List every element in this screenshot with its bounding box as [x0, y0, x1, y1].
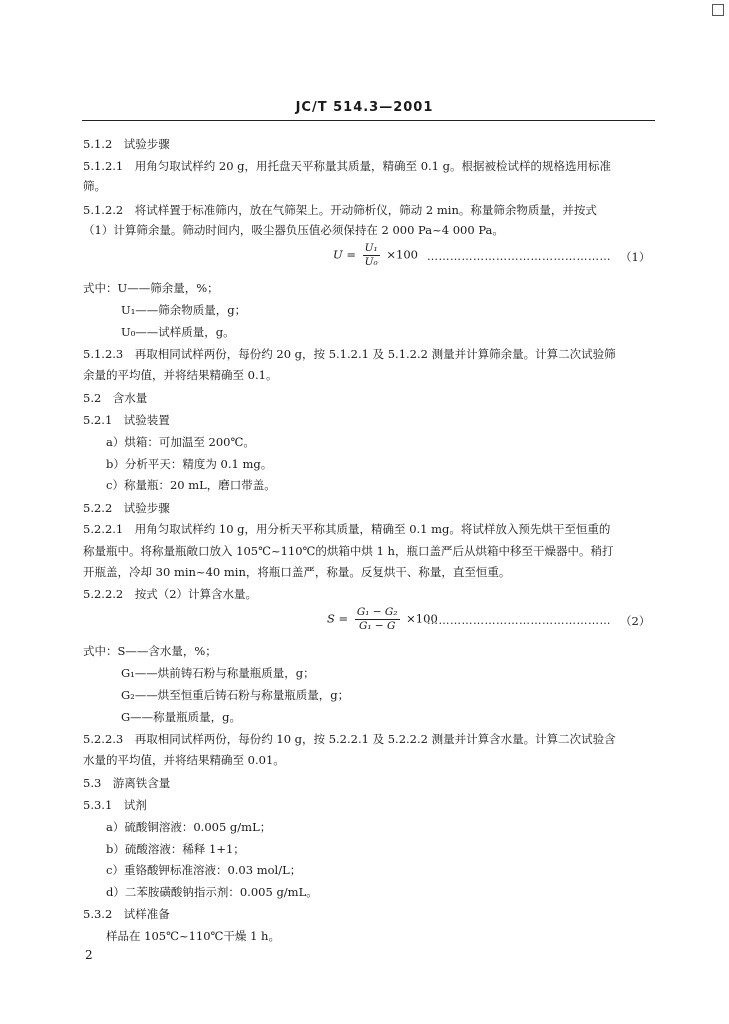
- section-heading: 5.3.1 试剂: [83, 798, 147, 812]
- section-heading: 5.2.1 试验装置: [83, 413, 170, 427]
- formula-1-fraction: [363, 242, 380, 269]
- paragraph-line: 5.1.2.1 用角匀取试样约 20 g，用托盘天平称量其质量，精确至 0.1 g。根据被检试样的规格选用标准: [83, 159, 611, 173]
- paragraph-line: 水量的平均值，并将结果精确至 0.01。: [83, 753, 285, 767]
- formula-1-equals: =: [346, 247, 356, 262]
- paragraph-line: 5.2.2.3 再取相同试样两份，每份约 10 g，按 5.2.2.1 及 5.2.2.2 测量并计算含水量。计算二次试验含: [83, 732, 616, 746]
- formula-2-tail: ×100: [406, 611, 438, 626]
- header-rule: [82, 120, 655, 121]
- scan-corner-mark: [712, 4, 724, 16]
- paragraph-line: （1）计算筛余量。筛动时间内，吸尘器负压值必须保持在 2 000 Pa~4 000 Pa。: [83, 223, 504, 237]
- formula-1-denominator: U₀: [364, 256, 378, 268]
- paragraph-line: 筛。: [83, 179, 106, 193]
- list-item: c）重铬酸钾标准溶液：0.03 mol/L；: [106, 863, 302, 877]
- section-heading: 5.3.2 试样准备: [83, 907, 170, 921]
- standard-code-header: JC/T 514.3—2001: [295, 100, 434, 115]
- formula-1-number: （1）: [620, 250, 651, 264]
- where-clause: 式中：S——含水量，%；: [83, 644, 217, 658]
- where-clause-item: U₀——试样质量，g。: [121, 325, 235, 339]
- formula-1-tail: ×100: [386, 247, 418, 262]
- section-heading: 5.2.2 试验步骤: [83, 501, 170, 515]
- list-item: a）硫酸铜溶液：0.005 g/mL；: [106, 820, 272, 834]
- paragraph-line: 5.2.2.2 按式（2）计算含水量。: [83, 587, 258, 601]
- formula-1-numerator: U₁: [364, 242, 378, 254]
- paragraph-line: 5.2.2.1 用角匀取试样约 10 g，用分析天平称其质量，精确至 0.1 mg。将试样放入预先烘干至恒重的: [83, 522, 611, 536]
- formula-2-number: （2）: [620, 614, 651, 628]
- formula-1-leader: …………………………………………: [427, 250, 611, 263]
- list-item: b）分析平天：精度为 0.1 mg。: [106, 457, 273, 471]
- paragraph-line: 样品在 105℃~110℃干燥 1 h。: [106, 929, 280, 943]
- formula-2-equals: =: [338, 611, 349, 626]
- section-heading: 5.3 游离铁含量: [83, 776, 171, 790]
- list-item: b）硫酸溶液：稀释 1+1；: [106, 842, 245, 856]
- formula-2-fraction: [355, 606, 400, 633]
- where-clause-item: G——称量瓶质量，g。: [121, 710, 242, 724]
- list-item: c）称量瓶：20 mL，磨口带盖。: [106, 478, 276, 492]
- where-clause-item: U₁——筛余物质量，g；: [121, 303, 247, 317]
- list-item: a）烘箱：可加温至 200℃。: [106, 435, 255, 449]
- list-item: d）二苯胺磺酸钠指示剂：0.005 g/mL。: [106, 885, 318, 899]
- formula-1: [333, 242, 418, 269]
- where-clause-item: G₂——烘至恒重后铸石粉与称量瓶质量，g；: [121, 688, 350, 702]
- paragraph-line: 5.1.2.3 再取相同试样两份，每份约 20 g，按 5.1.2.1 及 5.1.2.2 测量并计算筛余量。计算二次试验筛: [83, 347, 616, 361]
- formula-2-numerator: G₁ − G₂: [356, 606, 398, 618]
- paragraph-line: 称量瓶中。将称量瓶敞口放入 105℃~110℃的烘箱中烘 1 h，瓶口盖严后从烘箱中移至干燥器中。稍打: [83, 544, 614, 558]
- paragraph-line: 余量的平均值，并将结果精确至 0.1。: [83, 368, 278, 382]
- section-heading: 5.2 含水量: [83, 391, 148, 405]
- paragraph-line: 开瓶盖，冷却 30 min~40 min，将瓶口盖严，称量。反复烘干、称量，直至恒重。: [83, 565, 511, 579]
- where-clause-item: G₁——烘前铸石粉与称量瓶质量，g；: [121, 666, 315, 680]
- formula-2-leader: …………………………………………: [427, 614, 611, 627]
- where-clause: 式中：U——筛余量，%；: [83, 281, 219, 295]
- formula-2: [327, 606, 438, 633]
- formula-2-lhs: S: [327, 611, 335, 626]
- page-number: 2: [85, 948, 93, 962]
- formula-1-lhs: U: [333, 247, 343, 262]
- paragraph-line: 5.1.2.2 将试样置于标准筛内，放在气筛架上。开动筛析仪，筛动 2 min。称量筛余物质量，并按式: [83, 203, 597, 217]
- formula-2-denominator: G₁ − G: [358, 620, 396, 632]
- section-heading: 5.1.2 试验步骤: [83, 137, 170, 151]
